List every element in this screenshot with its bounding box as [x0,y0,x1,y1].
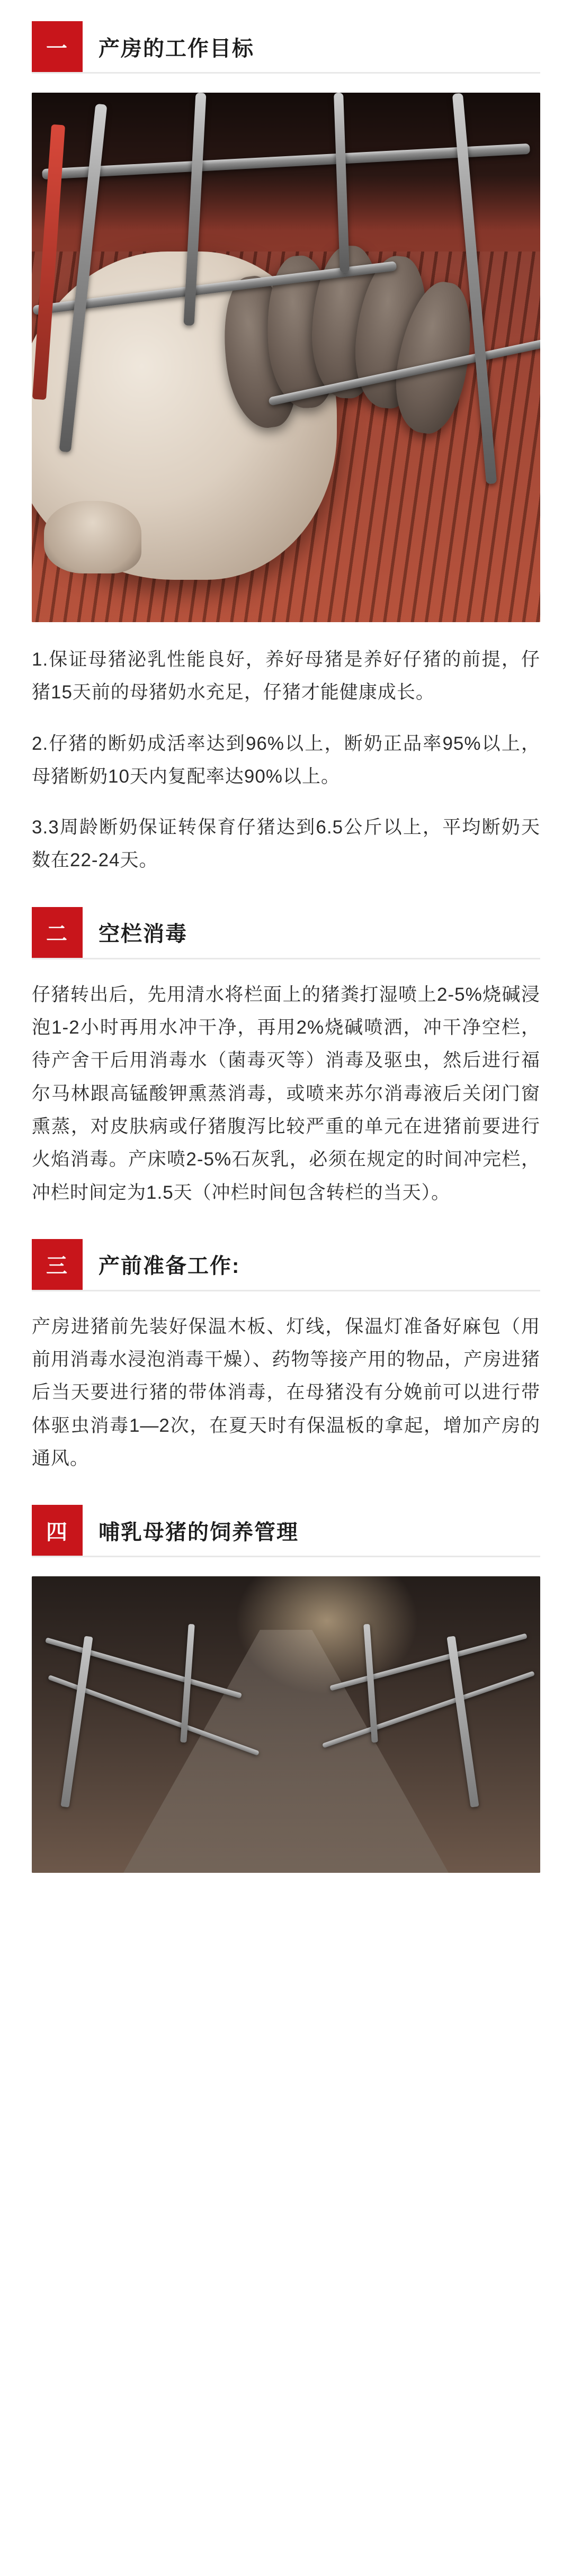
section-title: 哺乳母猪的饲养管理 [99,1520,299,1544]
section-number-badge: 三 [32,1239,83,1290]
crate-bar-vertical [334,93,350,273]
section-heading-3 [32,1239,540,1291]
paragraph: 产房进猪前先装好保温木板、灯线，保温灯准备好麻包（用前用消毒水浸泡消毒干燥）、药物等接产用的物品，产房进猪后当天要进行猪的带体消毒，在母猪没有分娩前可以进行带体驱虫消毒1—2次，在夏天时有保温板的拿起，增加产房的通风。 [32,1316,540,1469]
section-number-badge: 二 [32,907,83,958]
paragraph: 3.3周龄断奶保证转保育仔猪达到6.5公斤以上，平均断奶天数在22-24天。 [32,817,540,871]
crate-bars [32,93,540,622]
crate-bar-horizontal [268,338,540,406]
section-body-2 [32,979,540,1209]
section-title: 空栏消毒 [99,922,187,946]
paragraph: 仔猪转出后，先用清水将栏面上的猪粪打湿喷上2-5%烧碱浸泡1-2小时再用水冲干净，再用2%烧碱喷洒，冲干净空栏，待产舍干后用消毒水（菌毒灭等）消毒及驱虫，然后进行福尔马林跟高锰酸钾熏蒸消毒，或喷来苏尔消毒液后关闭门窗熏蒸，对皮肤病或仔猪腹泻比较严重的单元在进猪前要进行火焰消毒。产床喷2-5%石灰乳，必须在规定的时间冲完栏，冲栏时间定为1.5天（冲栏时间包含转栏的当天）。 [32,984,540,1203]
section-heading-1 [32,21,540,74]
barn-aisle-crates-photo [32,1576,540,1873]
sow-farrowing-crate-photo [32,93,540,622]
section-title: 产房的工作目标 [99,37,254,60]
section-number-badge: 四 [32,1505,83,1556]
section-body-3 [32,1311,540,1475]
section-body-1 [32,643,540,877]
section-heading-2 [32,907,540,959]
section-title: 产前准备工作: [99,1254,240,1278]
section-heading-4 [32,1505,540,1557]
paragraph: 1.保证母猪泌乳性能良好，养好母猪是养好仔猪的前提，仔猪15天前的母猪奶水充足，仔猪才能健康成长。 [32,649,540,703]
section-number-badge: 一 [32,21,83,72]
crate-bar-vertical [59,104,108,453]
paragraph: 2.仔猪的断奶成活率达到96%以上，断奶正品率95%以上，母猪断奶10天内复配率达90%以上。 [32,733,540,787]
